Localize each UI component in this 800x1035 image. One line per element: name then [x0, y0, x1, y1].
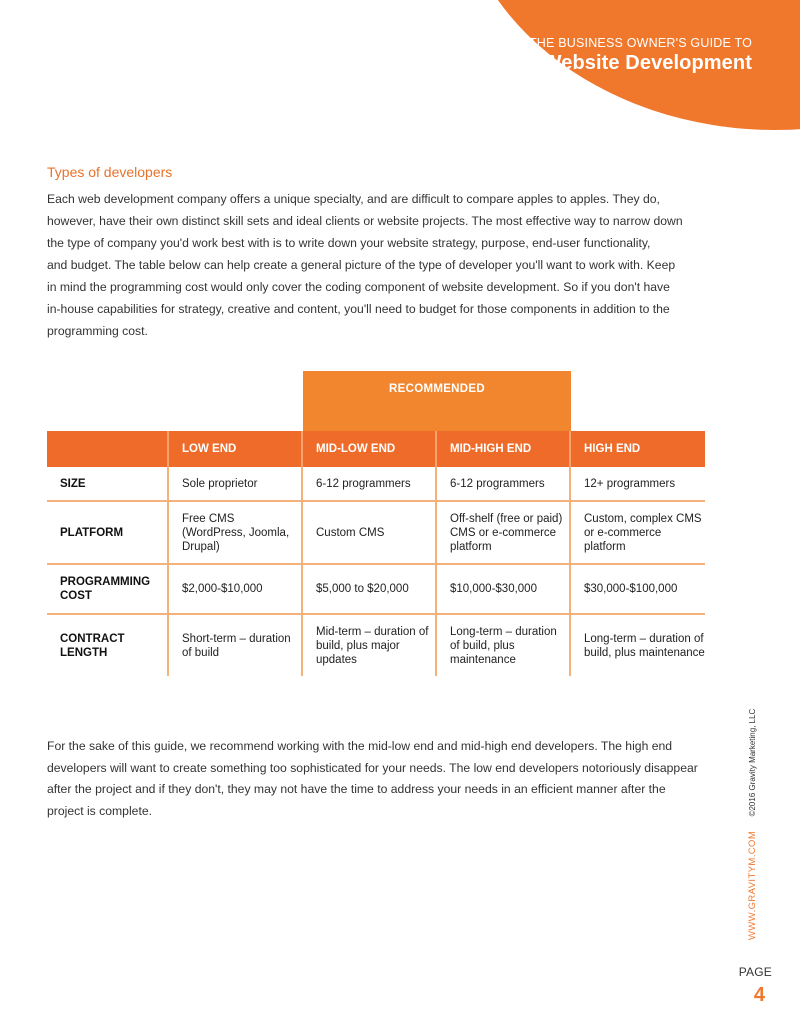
- table-row-programming-cost: [47, 564, 705, 614]
- table-row-platform: [47, 501, 705, 564]
- table-cell: Mid-term – duration of build, plus major updates: [302, 614, 436, 676]
- website-link[interactable]: WWW.GRAVITYM.COM: [747, 830, 758, 940]
- header-cell-mid-low-end: MID-LOW END: [302, 431, 436, 467]
- table-cell: Long-term – duration of build, plus maintenance: [436, 614, 570, 676]
- intro-line: however, have their own distinct skill sets and ideal clients or website projects. The most effective way to narrow down: [47, 214, 683, 228]
- header-cell-mid-high-end: MID-HIGH END: [436, 431, 570, 467]
- intro-line: programming cost.: [47, 324, 148, 338]
- table-cell: Short-term – duration of build: [168, 614, 302, 676]
- conclusion-line: For the sake of this guide, we recommend working with the mid-low end and mid-high end developers. The high end: [47, 739, 673, 753]
- copyright-text: ©2016 Gravity Marketing, LLC: [748, 708, 757, 817]
- recommended-banner: RECOMMENDED: [303, 371, 571, 431]
- page-label: PAGE: [738, 965, 772, 979]
- table-row-contract-length: [47, 614, 705, 676]
- header-title: Website Development: [542, 52, 752, 74]
- row-label: PLATFORM: [47, 501, 168, 564]
- table-cell: $2,000-$10,000: [168, 564, 302, 614]
- table-cell: $30,000-$100,000: [570, 564, 705, 614]
- intro-paragraph: [47, 188, 747, 342]
- header-subtitle: THE BUSINESS OWNER'S GUIDE TO: [528, 36, 752, 50]
- table-cell: $5,000 to $20,000: [302, 564, 436, 614]
- table-cell: Off-shelf (free or paid) CMS or e-commerce platform: [436, 501, 570, 564]
- intro-line: the type of company you'd work best with is to write down your website strategy, purpose, end-user functionality,: [47, 236, 651, 250]
- table-cell: 12+ programmers: [570, 467, 705, 501]
- table-cell: Sole proprietor: [168, 467, 302, 501]
- intro-line: Each web development company offers a unique specialty, and are difficult to compare apples to apples. They do,: [47, 192, 660, 206]
- vertical-footer: [742, 709, 760, 940]
- intro-line: in-house capabilities for strategy, creative and content, you'll need to budget for those components in addition to the: [47, 302, 670, 316]
- table-cell: $10,000-$30,000: [436, 564, 570, 614]
- header-cell-high-end: HIGH END: [570, 431, 705, 467]
- intro-line: in mind the programming cost would only cover the coding component of website development. So if you don't have: [47, 280, 670, 294]
- row-label: PROGRAMMING COST: [47, 564, 168, 614]
- developer-comparison-table: [47, 431, 705, 676]
- table-cell: 6-12 programmers: [302, 467, 436, 501]
- table-cell: Custom CMS: [302, 501, 436, 564]
- row-label: CONTRACT LENGTH: [60, 632, 125, 659]
- header-cell-low-end: LOW END: [168, 431, 302, 467]
- conclusion-line: after the project and if they don't, they may not have the time to address your needs in an efficient manner after the: [47, 782, 666, 796]
- header-cell-empty: [47, 431, 168, 467]
- page-number: 4: [753, 984, 765, 1006]
- table-row-size: [47, 467, 705, 501]
- row-label: SIZE: [47, 467, 168, 501]
- table-cell: Custom, complex CMS or e-commerce platform: [570, 501, 705, 564]
- conclusion-line: developers will want to create something too sophisticated for your needs. The low end developers notoriously disappear: [47, 760, 698, 775]
- table-cell: Long-term – duration of build, plus maintenance: [570, 614, 705, 676]
- table-header-row: [47, 431, 705, 467]
- conclusion-paragraph: [47, 736, 747, 822]
- table-cell: 6-12 programmers: [436, 467, 570, 501]
- intro-line: and budget. The table below can help create a general picture of the type of developer you'll want to work with. Keep: [47, 258, 676, 272]
- conclusion-line: project is complete.: [47, 803, 152, 818]
- document-header: [529, 36, 752, 76]
- table-cell: Free CMS (WordPress, Joomla, Drupal): [168, 501, 302, 564]
- section-heading: Types of developers: [47, 164, 173, 180]
